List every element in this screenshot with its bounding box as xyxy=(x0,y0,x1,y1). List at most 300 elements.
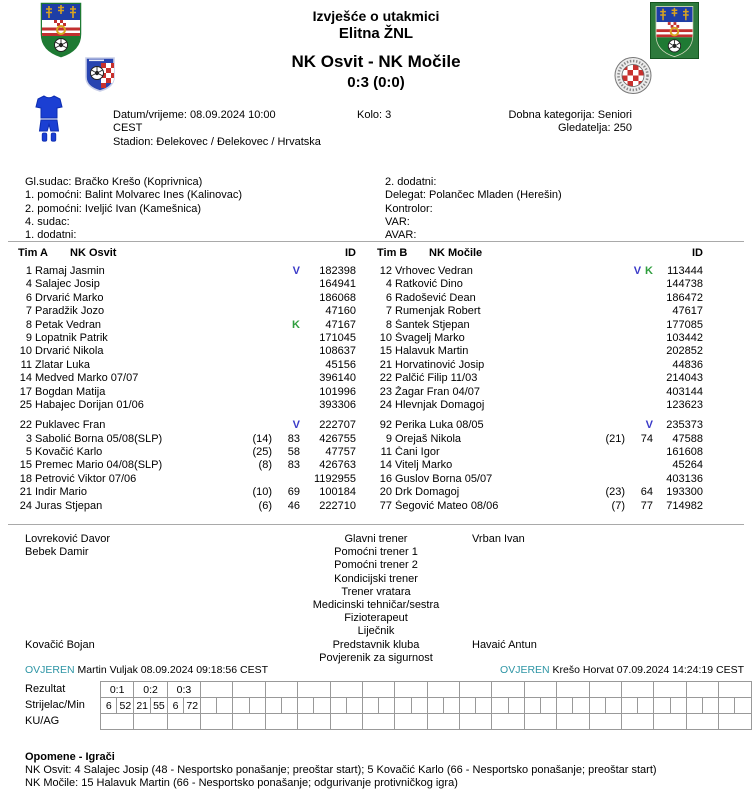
staff-role: Glavni trener xyxy=(344,533,408,545)
match-round: Kolo: 3 xyxy=(357,109,392,121)
marker-or-minute xyxy=(276,473,300,486)
player-name: Ramaj Jasmin xyxy=(35,265,105,277)
scorer-minute-cell: 55 xyxy=(151,698,168,714)
player-id-header: ID xyxy=(692,247,703,259)
marker-or-minute xyxy=(276,292,300,305)
player-number: 77 xyxy=(379,499,392,512)
certification-away xyxy=(500,664,744,676)
player-number: 21 xyxy=(379,358,392,371)
player-row xyxy=(8,359,356,372)
ku-ag-cell xyxy=(101,714,134,730)
result-row-label: Rezultat xyxy=(25,683,66,695)
ku-ag-cell xyxy=(233,714,265,730)
scorer-minute-cell xyxy=(686,698,702,714)
player-row xyxy=(8,292,356,305)
result-score-cell: 0:2 xyxy=(134,682,168,698)
marker-or-minute xyxy=(629,399,653,412)
player-id: 202852 xyxy=(666,345,703,358)
player-name: Hlevnjak Domagoj xyxy=(395,398,485,411)
team-lineups xyxy=(8,247,744,513)
scorer-minute-cell xyxy=(605,698,621,714)
substituted-for xyxy=(585,446,625,459)
team-table-header xyxy=(367,247,703,261)
result-score-cell xyxy=(621,682,653,698)
player-row xyxy=(367,265,703,278)
staff-row xyxy=(8,559,744,572)
marker-or-minute xyxy=(276,278,300,291)
player-name: Rumenjak Robert xyxy=(395,305,481,318)
player-id: 186472 xyxy=(666,291,703,304)
player-number: 10 xyxy=(19,345,32,358)
substituted-for xyxy=(585,372,625,385)
ku-ag-cell xyxy=(557,714,589,730)
marker-or-minute: 46 xyxy=(287,499,300,512)
player-row xyxy=(8,319,356,332)
ku-ag-cell xyxy=(492,714,524,730)
player-row xyxy=(367,486,703,499)
scorer-minute-cell xyxy=(621,698,637,714)
player-id: 222707 xyxy=(319,419,356,432)
substituted-for: (6) xyxy=(258,499,272,512)
team-name: NK Močile xyxy=(429,247,483,259)
substituted-for xyxy=(228,292,272,305)
staff-role: Kondicijski trener xyxy=(334,572,418,585)
player-name: Horvatinović Josip xyxy=(395,358,485,371)
player-id: 47160 xyxy=(325,305,356,318)
player-name: Zlatar Luka xyxy=(35,358,91,371)
scorer-minute-cell xyxy=(492,698,508,714)
marker-or-minute: 69 xyxy=(287,486,300,499)
result-score-cell xyxy=(557,682,589,698)
player-name: Radošević Dean xyxy=(395,291,476,304)
scorer-minute-cell xyxy=(265,698,281,714)
player-name: Lopatnik Patrik xyxy=(35,331,108,344)
staff-role: Fizioterapeut xyxy=(344,612,408,625)
certified-by-home: Martin Vuljak 08.09.2024 09:18:56 CEST xyxy=(77,664,268,676)
official-line: Delegat: Polančec Mladen (Herešin) xyxy=(385,189,562,202)
player-number: 92 xyxy=(379,419,392,432)
substituted-for xyxy=(585,419,625,432)
staff-row xyxy=(8,625,744,638)
player-id: 47757 xyxy=(325,446,356,459)
player-row xyxy=(8,486,356,499)
player-id: 164941 xyxy=(319,278,356,291)
player-row xyxy=(367,372,703,385)
result-score-cell xyxy=(654,682,686,698)
staff-role: Medicinski tehničar/sestra xyxy=(312,598,440,611)
player-number: 8 xyxy=(385,318,392,331)
scorer-minute-cell xyxy=(443,698,459,714)
player-id: 393306 xyxy=(319,398,356,411)
player-id: 101996 xyxy=(319,385,356,398)
player-number: 15 xyxy=(19,459,32,472)
warnings-heading: Opomene - Igrači xyxy=(25,751,115,763)
scorer-minute-cell xyxy=(573,698,589,714)
marker-or-minute: 74 xyxy=(640,432,653,445)
marker-or-minute xyxy=(629,278,653,291)
player-id: 108637 xyxy=(319,345,356,358)
result-score-cell: 0:3 xyxy=(167,682,200,698)
staff-name-home: Bebek Damir xyxy=(25,546,89,559)
player-number: 23 xyxy=(379,385,392,398)
player-name: Vrhovec Vedran xyxy=(395,265,473,277)
result-score-cell xyxy=(330,682,362,698)
player-id: 403144 xyxy=(666,385,703,398)
result-score-cell xyxy=(265,682,297,698)
scorer-minute-cell xyxy=(654,698,670,714)
player-name: Halavuk Martin xyxy=(395,345,469,358)
result-score-cell xyxy=(524,682,556,698)
marker-or-minute xyxy=(276,305,300,318)
substituted-for xyxy=(585,473,625,486)
player-row xyxy=(367,386,703,399)
ku-ag-cell xyxy=(589,714,621,730)
staff-row xyxy=(8,599,744,612)
official-line: 4. sudac: xyxy=(25,215,70,228)
marker-or-minute xyxy=(629,386,653,399)
marker-or-minute xyxy=(276,345,300,358)
ku-ag-cell xyxy=(719,714,752,730)
team-slot-label: Tim B xyxy=(377,247,408,259)
scorer-minute-cell xyxy=(508,698,524,714)
marker-or-minute: 77 xyxy=(640,499,653,512)
marker-or-minute xyxy=(629,292,653,305)
player-id: 47167 xyxy=(325,318,356,331)
player-number: 14 xyxy=(379,459,392,472)
player-name: Čani Igor xyxy=(395,446,440,459)
player-number: 7 xyxy=(385,305,392,318)
ku-ag-cell xyxy=(524,714,556,730)
scorer-minute-cell: 6 xyxy=(167,698,183,714)
substituted-for xyxy=(228,319,272,332)
substituted-for xyxy=(228,386,272,399)
player-id: 144738 xyxy=(666,278,703,291)
result-score-row xyxy=(101,682,752,698)
player-row xyxy=(8,372,356,385)
scorer-minute-cell xyxy=(314,698,330,714)
player-name: Drvarić Nikola xyxy=(35,345,104,358)
player-id: 426763 xyxy=(319,459,356,472)
ku-ag-row-label: KU/AG xyxy=(25,715,60,727)
team-a-table xyxy=(8,247,356,513)
marker-or-minute: 64 xyxy=(640,486,653,499)
result-grid xyxy=(100,681,752,730)
player-name: Premec Mario 04/08(SLP) xyxy=(35,459,163,472)
captain-marker: K xyxy=(292,318,300,331)
result-grid-labels xyxy=(25,681,85,729)
scorer-minute-cell xyxy=(476,698,492,714)
ku-ag-cell xyxy=(298,714,330,730)
staff-row xyxy=(8,639,744,652)
goalkeeper-marker: V xyxy=(645,419,653,432)
marker-or-minute xyxy=(629,345,653,358)
marker-or-minute xyxy=(629,473,653,486)
scorer-minute-cell xyxy=(249,698,265,714)
substituted-for xyxy=(228,372,272,385)
goalkeeper-marker: V xyxy=(292,419,300,432)
player-row xyxy=(367,473,703,486)
team-table-header xyxy=(8,247,356,261)
substituted-for: (21) xyxy=(605,432,625,445)
substituted-for xyxy=(585,359,625,372)
staff-role: Pomoćni trener 2 xyxy=(334,559,418,572)
result-score-cell xyxy=(686,682,718,698)
player-name: Salajec Josip xyxy=(35,278,100,291)
ku-ag-cell xyxy=(265,714,297,730)
player-name: Indir Mario xyxy=(35,486,87,499)
scorer-minute-cell xyxy=(670,698,686,714)
player-name: Švagelj Marko xyxy=(395,331,465,344)
player-name: Palčić Filip 11/03 xyxy=(395,372,478,385)
player-row xyxy=(367,419,703,432)
player-name: Šantek Stjepan xyxy=(395,318,470,331)
result-score-cell xyxy=(460,682,492,698)
player-name: Puklavec Fran xyxy=(35,419,106,432)
staff-row xyxy=(8,652,744,665)
substituted-for xyxy=(228,278,272,291)
official-line: VAR: xyxy=(385,215,410,228)
player-id: 396140 xyxy=(319,372,356,385)
substituted-for xyxy=(228,265,272,278)
player-row xyxy=(367,345,703,358)
substituted-for xyxy=(228,419,272,432)
result-score-cell xyxy=(298,682,330,698)
player-id: 214043 xyxy=(666,372,703,385)
player-number: 10 xyxy=(379,331,392,344)
scorer-minute-cell xyxy=(395,698,411,714)
result-score-cell xyxy=(233,682,265,698)
marker-or-minute: 83 xyxy=(287,432,300,445)
marker-or-minute xyxy=(276,359,300,372)
player-number: 7 xyxy=(25,305,32,318)
player-row xyxy=(8,386,356,399)
report-title: Izvješće o utakmici xyxy=(312,8,440,24)
official-line: 1. pomoćni: Balint Molvarec Ines (Kalinovac) xyxy=(25,189,243,202)
player-number: 21 xyxy=(19,486,32,499)
marker-or-minute xyxy=(629,446,653,459)
marker-or-minute xyxy=(629,359,653,372)
player-name: Ratković Dino xyxy=(395,278,463,291)
marker-or-minute xyxy=(276,332,300,345)
player-name: Sabolić Borna 05/08(SLP) xyxy=(35,432,163,445)
player-id: 103442 xyxy=(666,331,703,344)
starters-subs-gap xyxy=(367,412,703,419)
player-id: 182398 xyxy=(319,265,356,277)
player-name: Žagar Fran 04/07 xyxy=(395,385,480,398)
match-datetime: Datum/vrijeme: 08.09.2024 10:00 xyxy=(113,109,276,121)
player-name: Juras Stjepan xyxy=(35,499,103,512)
player-number: 3 xyxy=(25,432,32,445)
player-number: 5 xyxy=(25,446,32,459)
player-id: 47588 xyxy=(672,432,703,445)
staff-name-away: Havaić Antun xyxy=(472,638,537,651)
ku-ag-cell xyxy=(167,714,200,730)
scorer-minute-cell xyxy=(524,698,540,714)
marker-or-minute xyxy=(629,265,653,278)
official-line: 2. dodatni: xyxy=(385,176,437,188)
officials-right-column xyxy=(385,176,562,242)
marker-or-minute xyxy=(629,332,653,345)
player-id: 47617 xyxy=(672,305,703,318)
scorer-min-row-label: Strijelac/Min xyxy=(25,699,85,711)
substituted-for xyxy=(228,345,272,358)
substituted-for xyxy=(585,459,625,472)
player-row xyxy=(8,446,356,459)
staff-row xyxy=(8,586,744,599)
scorer-minute-cell xyxy=(589,698,605,714)
marker-or-minute xyxy=(629,459,653,472)
substituted-for xyxy=(228,473,272,486)
staff-section xyxy=(8,533,744,665)
substituted-for xyxy=(585,278,625,291)
player-id: 1192955 xyxy=(313,472,356,485)
player-id: 222710 xyxy=(319,499,356,512)
substituted-for xyxy=(585,292,625,305)
staff-row xyxy=(8,612,744,625)
player-number: 24 xyxy=(19,499,32,512)
scorer-minute-cell xyxy=(330,698,346,714)
staff-row xyxy=(8,533,744,546)
result-score-cell xyxy=(589,682,621,698)
player-number: 9 xyxy=(385,432,392,445)
player-name: Petrović Viktor 07/06 xyxy=(35,472,137,485)
certified-badge: OVJEREN xyxy=(25,664,75,676)
player-number: 1 xyxy=(25,265,32,277)
player-number: 6 xyxy=(385,291,392,304)
staff-role: Liječnik xyxy=(357,625,395,638)
staff-row xyxy=(8,546,744,559)
player-name: Guslov Borna 05/07 xyxy=(395,472,493,485)
substituted-for xyxy=(585,332,625,345)
scorer-minute-cell xyxy=(411,698,427,714)
ku-ag-cell xyxy=(362,714,394,730)
player-row xyxy=(8,305,356,318)
player-number: 18 xyxy=(19,472,32,485)
ku-ag-cell xyxy=(395,714,427,730)
separator-line-bottom xyxy=(8,524,744,525)
home-kit-icon xyxy=(35,95,63,142)
substituted-for xyxy=(585,345,625,358)
final-score: 0:3 (0:0) xyxy=(347,74,405,91)
staff-role: Trener vratara xyxy=(341,585,411,598)
marker-or-minute: 83 xyxy=(287,459,300,472)
scorer-minute-cell: 6 xyxy=(101,698,117,714)
official-line: Kontrolor: xyxy=(385,202,433,215)
player-row xyxy=(367,500,703,513)
scorer-minute-row xyxy=(101,698,752,714)
scorer-minute-cell xyxy=(362,698,378,714)
player-number: 9 xyxy=(25,331,32,344)
player-id: 171045 xyxy=(319,331,356,344)
player-number: 15 xyxy=(379,345,392,358)
scorer-minute-cell: 52 xyxy=(117,698,134,714)
scorer-minute-cell xyxy=(379,698,395,714)
scorer-minute-cell xyxy=(460,698,476,714)
substituted-for xyxy=(228,359,272,372)
scorer-minute-cell: 21 xyxy=(134,698,151,714)
result-score-cell xyxy=(492,682,524,698)
certified-by-away: Krešo Horvat 07.09.2024 14:24:19 CEST xyxy=(552,664,744,676)
player-id: 113444 xyxy=(667,265,703,277)
ku-ag-cell xyxy=(460,714,492,730)
scorer-minute-cell xyxy=(217,698,233,714)
result-score-cell xyxy=(362,682,394,698)
substituted-for xyxy=(585,265,625,278)
goalkeeper-marker: V xyxy=(292,265,300,277)
player-number: 4 xyxy=(385,278,392,291)
marker-or-minute xyxy=(629,419,653,432)
player-row xyxy=(8,459,356,472)
team-name: NK Osvit xyxy=(70,247,117,259)
marker-or-minute xyxy=(629,305,653,318)
staff-name-home: Lovreković Davor xyxy=(25,533,110,545)
match-name: NK Osvit - NK Močile xyxy=(291,52,461,71)
result-score-cell xyxy=(427,682,459,698)
starters-subs-gap xyxy=(8,412,356,419)
official-line: AVAR: xyxy=(385,229,417,242)
player-id: 193300 xyxy=(666,486,703,499)
staff-name-away: Vrban Ivan xyxy=(472,533,525,545)
player-row xyxy=(8,399,356,412)
attendance: Gledatelja: 250 xyxy=(558,122,632,135)
player-number: 17 xyxy=(19,385,32,398)
goalkeeper-marker: V xyxy=(633,265,642,277)
scorer-minute-cell xyxy=(346,698,362,714)
player-row xyxy=(367,305,703,318)
player-number: 12 xyxy=(379,265,392,277)
player-id: 45264 xyxy=(672,459,703,472)
player-id: 123623 xyxy=(666,398,703,411)
substituted-for: (8) xyxy=(258,459,272,472)
result-score-cell xyxy=(395,682,427,698)
substituted-for xyxy=(585,386,625,399)
player-name: Drk Domagoj xyxy=(395,486,460,499)
marker-or-minute xyxy=(276,419,300,432)
player-row xyxy=(8,433,356,446)
player-id: 403136 xyxy=(666,472,703,485)
player-id: 235373 xyxy=(666,419,703,432)
player-row xyxy=(367,278,703,291)
substituted-for xyxy=(585,399,625,412)
player-row xyxy=(367,459,703,472)
marker-or-minute xyxy=(629,372,653,385)
substituted-for xyxy=(228,305,272,318)
player-id: 44836 xyxy=(672,358,703,371)
result-score-cell xyxy=(719,682,752,698)
substituted-for: (25) xyxy=(252,446,272,459)
scorer-minute-cell: 72 xyxy=(184,698,201,714)
match-stadium: Stadion: Đelekovec / Đelekovec / Hrvatska xyxy=(113,135,321,148)
staff-row xyxy=(8,573,744,586)
player-row xyxy=(367,446,703,459)
player-row xyxy=(8,332,356,345)
result-score-cell: 0:1 xyxy=(101,682,134,698)
scorer-minute-cell xyxy=(233,698,249,714)
substituted-for xyxy=(585,319,625,332)
player-name: Drvarić Marko xyxy=(35,291,104,304)
player-row xyxy=(367,399,703,412)
league-name: Elitna ŽNL xyxy=(338,25,414,42)
player-name: Medved Marko 07/07 xyxy=(35,372,139,385)
scorer-minute-cell xyxy=(702,698,718,714)
scorer-minute-cell xyxy=(735,698,752,714)
marker-or-minute xyxy=(276,265,300,278)
marker-or-minute xyxy=(276,399,300,412)
staff-name-home: Kovačić Bojan xyxy=(25,638,95,651)
separator-line-top xyxy=(8,241,744,242)
staff-role: Pomoćni trener 1 xyxy=(334,546,418,559)
scorer-minute-cell xyxy=(282,698,298,714)
